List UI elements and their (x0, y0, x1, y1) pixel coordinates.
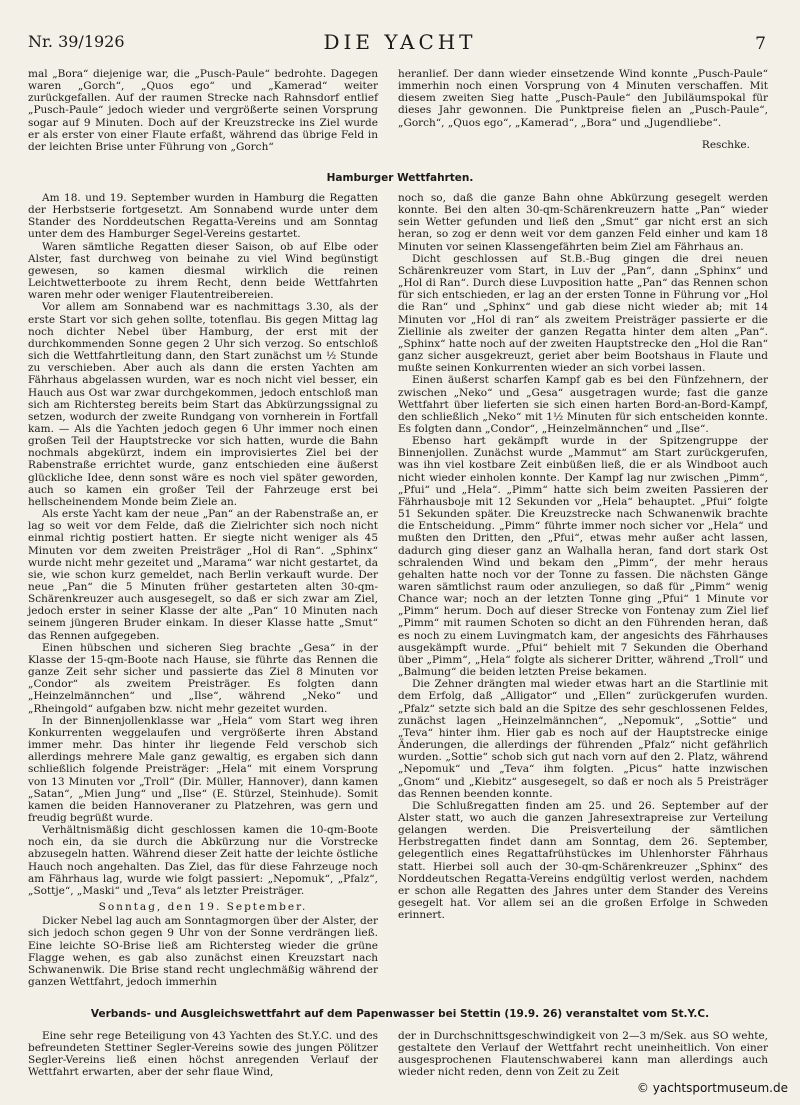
paragraph: heranlief. Der dann wieder einsetzende Wind konnte „Pusch-Paule“ immerhin noch einen Vorsprung von 4 Minuten verschaffen. Mit diesem zweiten Sieg hatte „Pusch-Paule“ den Jubiläumspokal für dieses Jahr gewonnen. Die Punktpreise fielen an „Pusch-Paule“, „Gorch“, „Quos ego“, „Kamerad“, „Bora“ und „Jugendliebe“. (398, 68, 768, 129)
hamburg-right-column (398, 192, 768, 921)
magazine-title: DIE YACHT (323, 30, 477, 54)
paragraph: Die Zehner drängten mal wieder etwas hart an die Startlinie mit dem Erfolg, daß „Alligator“ und „Ellen“ zurückgerufen wurden. „Pfalz“ setzte sich bald an die Spitze des sehr geschlossenen Feldes, zunächst lagen „Heinzelmännchen“, „Nepomuk“, „Sottie“ und „Teva“ hinter ihm. Hier gab es noch auf der Hauptstrecke einige Änderungen, die allerdings der führenden „Pfalz“ nicht gefährlich wurden. „Sottie“ schob sich gut nach vorn auf den 2. Platz, während „Nepomuk“ und „Teva“ ihm folgten. „Picus“ hatte inzwischen „Gnom“ und „Kiebitz“ ausgesegelt, so daß er noch als 5 Preisträger das Rennen beenden konnte. (398, 678, 768, 800)
paragraph: Einen äußerst scharfen Kampf gab es bei den Fünfzehnern, der zwischen „Neko“ und „Gesa“ ausgetragen wurde; fast die ganze Wettfahrt über lieferten sie sich einen harten Bord-an-Bord-Kampf, den schließlich „Neko“ mit 1½ Minuten für sich entscheiden konnte. Es folgten dann „Condor“, „Heinzelmännchen“ und „Ilse“. (398, 374, 768, 435)
sunday-subheading: Sonntag, den 19. September. (98, 901, 308, 914)
paragraph: Ebenso hart gekämpft wurde in der Spitzengruppe der Binnenjollen. Zunächst wurde „Mammut“ am Start zurückgerufen, was ihn viel kostbare Zeit einbüßen ließ, die er als Windboot auch nicht wieder einholen konnte. Der Kampf lag nur zwischen „Pimm“, „Pfui“ und „Hela“. „Pimm“ hatte sich beim zweiten Passieren der Fährhausboje mit 12 Sekunden vor „Hela“ behauptet. „Pfui“ folgte 51 Sekunden später. Die Kreuzstrecke nach Schwanenwik brachte die Entscheidung. „Pimm“ führte immer noch sicher vor „Hela“ und mußten den Dritten, den „Pfui“, etwas mehr außer acht lassen, dadurch ging dieser ganz an Walhalla heran, fand dort stark Ost schralenden Wind und bekam den „Pimm“, der mehr heraus gehalten hatte noch vor der Tonne zu fassen. Die nächsten Gänge waren sämtlichst raum oder anzuliegen, so daß für „Pimm“ wenig Chance war; noch an der letzten Tonne ging „Pfui“ 1 Minute vor „Pimm“ herum. Doch auf dieser Strecke von Fontenay zum Ziel lief „Pimm“ mit raumen Schoten so dicht an den Führenden heran, daß es noch zu einem Luvingmatch kam, der angesichts des Fährhauses ausgekämpft wurde. „Pfui“ behielt mit 7 Sekunden die Oberhand über „Pimm“, „Hela“ folgte als sicherer Dritter, während „Troll“ und „Balmung“ die beiden letzten Preise bekamen. (398, 435, 768, 679)
issue-number: Nr. 39/1926 (28, 32, 125, 51)
paragraph: Eine sehr rege Beteiligung von 43 Yachten des St.Y.C. und des befreundeten Stettiner Segler-Vereins sowie des jungen Pölitzer Segler-Vereins ließ einen höchst anregenden Verlauf der Wettfahrt erwarten, aber der sehr flaue Wind, (28, 1030, 378, 1079)
paragraph: Als erste Yacht kam der neue „Pan“ an der Rabenstraße an, er lag so weit vor dem Felde, daß die Zielrichter sich noch nicht einmal richtig postiert hatten. Er siegte nicht weniger als 45 Minuten vor dem zweiten Preisträger „Hol di Ran“. „Sphinx“ wurde nicht mehr gezeitet und „Marama“ war nicht gestartet, da sie, wie schon kurz gemeldet, nach Berlin verkauft wurde. Der neue „Pan“ die 5 Minuten früher gestarteten alten 30-qm-Schärenkreuzer auch ausgesegelt, so daß er sich zwar am Ziel, jedoch erster in seiner Klasse der alte „Pan“ 10 Minuten nach seinem jüngeren Bruder einkam. In dieser Klasse hatte „Smut“ das Rennen aufgegeben. (28, 508, 378, 642)
paragraph: Einen hübschen und sicheren Sieg brachte „Gesa“ in der Klasse der 15-qm-Boote nach Hause, sie führte das Rennen die ganze Zeit sehr sicher und passierte das Ziel 8 Minuten vor „Condor“ als zweitem Preisträger. Es folgten dann „Heinzelmännchen“ und „Ilse“, während „Neko“ und „Rheingold“ aufgaben bzw. nicht mehr gezeitet wurden. (28, 641, 378, 715)
top-left-column (28, 68, 378, 153)
paragraph: Vor allem am Sonnabend war es nachmittags 3.30, als der erste Start vor sich gehen sollte, totenflau. Bis gegen Mittag lag noch dichter Nebel über Hamburg, der erst mit der durchkommenden Sonne gegen 2 Uhr sich verzog. So entschloß sich die Wettfahrtleitung dann, den Start zunächst um ½ Stunde zu verschieben. Aber auch als dann die ersten Yachten am Fährhaus abgelassen wurden, war es noch nicht viel besser, ein Hauch aus Ost war zwar durchgekommen, jedoch entschloß man sich am Richtersteg bereits beim Start das Abkürzungssignal zu setzen, wodurch der zweite Rundgang von vornherein in Fortfall kam. — Als die Yachten jedoch gegen 6 Uhr immer noch einen großen Teil der Hauptstrecke vor sich hatten, wurde die Bahn nochmals abgekürzt, indem ein improvisiertes Ziel bei der Rabenstraße errichtet wurde, ganz entschieden eine äußerst glückliche Idee, denn sonst wäre es noch viel später geworden, auch so kamen ein großer Teil der Fahrzeuge erst bei hellscheinendem Monde beim Ziele an. (28, 301, 378, 508)
page-header (28, 30, 772, 58)
stettin-left-column (28, 1030, 378, 1079)
paragraph: der in Durchschnittsgeschwindigkeit von 2—3 m/Sek. aus SO wehte, gestaltete den Verlauf der Wettfahrt recht uneinheitlich. Von einer ausgesprochenen Flautenschwaberei kann man allerdings auch wieder nicht reden, denn von Zeit zu Zeit (398, 1030, 768, 1079)
stettin-heading: Verbands- und Ausgleichswettfahrt auf dem Papenwasser bei Stettin (19.9. 26) veranstaltet vom St.Y.C. (90, 1008, 710, 1020)
paragraph: Verhältnismäßig dicht geschlossen kamen die 10-qm-Boote noch ein, da sie durch die Abkürzung nur die Vorstrecke abzusegeln hatten. Während dieser Zeit hatte der leichte östliche Hauch noch angehalten. Das Ziel, das für diese Fahrzeuge noch am Fährhaus lag, wurde wie folgt passiert: „Nepomuk“, „Pfalz“, „Sottje“, „Maski“ und „Teva“ als letzter Preisträger. (28, 824, 378, 897)
page-number: 7 (755, 34, 766, 54)
paragraph: Waren sämtliche Regatten dieser Saison, ob auf Elbe oder Alster, fast durchweg von beinahe zu viel Wind begünstigt gewesen, so kamen diesmal wirklich die reinen Leichtwetterboote zu ihrem Recht, denn beide Wettfahrten waren mehr oder weniger Flautentreibereien. (28, 240, 378, 302)
hamburg-left-column (28, 192, 378, 988)
paragraph: In der Binnenjollenklasse war „Hela“ vom Start weg ihren Konkurrenten weggelaufen und vergrößerte ihren Abstand immer mehr. Das hinter ihr liegende Feld verschob sich allerdings mehrere Male ganz gewaltig, es ergaben sich dann schließlich folgende Preisträger: „Hela“ mit einem Vorsprung von 13 Minuten vor „Troll“ (Dir. Müller, Hannover), dann kamen „Satan“, „Mien Jung“ und „Ilse“ (E. Stürzel, Steinhude). Somit kamen die beiden Hannoveraner zu Platzehren, was gern und freudig begrüßt wurde. (28, 714, 378, 824)
paragraph: Dicht geschlossen auf St.B.-Bug gingen die drei neuen Schärenkreuzer vom Start, in Luv der „Pan“, dann „Sphinx“ und „Hol di Ran“. Durch diese Luvposition hatte „Pan“ das Rennen schon für sich entschieden, er lag an der ersten Tonne in Führung vor „Hol die Ran“ und „Sphinx“ und gab diese nicht wieder ab; mit 14 Minuten vor „Hol di ran“ als zweitem Preisträger passierte er die Ziellinie als zweiter der ganzen Regatta hinter dem alten „Pan“. „Sphinx“ hatte noch auf der zweiten Hauptstrecke den „Hol die Ran“ ganz sicher ausgekreuzt, geriet aber beim Bootshaus in Flaute und mußte seinen Konkurrenten wieder an sich vorbei lassen. (398, 252, 768, 375)
paragraph: noch so, daß die ganze Bahn ohne Abkürzung gesegelt werden konnte. Bei den alten 30-qm-Schärenkreuzern hatte „Pan“ wieder sein Wetter gefunden und ließ den „Smut“ gar nicht erst an sich heran, so zog er denn weit vor dem ganzen Feld einher und kam 18 Minuten vor seinen Klassengefährten beim Ziel am Fährhaus an. (398, 192, 768, 253)
paragraph: Dicker Nebel lag auch am Sonntagmorgen über der Alster, der sich jedoch schon gegen 9 Uhr von der Sonne verdrängen ließ. Eine leichte SO-Brise ließ am Richtersteg wieder die grüne Flagge wehen, es gab also zunächst einen Kreuzstart nach Schwanenwik. Die Brise stand recht unglechmäßig während der ganzen Wettfahrt, jedoch immerhin (28, 915, 378, 988)
top-right-column (398, 68, 768, 151)
watermark: © yachtsportmuseum.de (636, 1081, 788, 1095)
hamburg-heading: Hamburger Wettfahrten. (326, 172, 474, 184)
paragraph: Die Schlußregatten finden am 25. und 26. September auf der Alster statt, wo auch die ganzen Jahresextrapreise zur Verteilung gelangen werden. Die Preisverteilung der sämtlichen Herbstregatten findet dann am Sonntag, dem 26. September, gelegentlich eines Regattafrühstückes im Uhlenhorster Fährhaus statt. Hierbei soll auch der 30-qm-Schärenkreuzer „Sphinx“ des Norddeutschen Regatta-Vereins endgültig verlost werden, nachdem er schon alle Regatten des Jahres unter dem Stander des Vereins gesegelt hat. Vor allem sei an die großen Erfolge in Schweden erinnert. (398, 799, 768, 922)
author-signature: Reschke. (701, 138, 750, 151)
stettin-right-column (398, 1030, 768, 1079)
paragraph: Am 18. und 19. September wurden in Hamburg die Regatten der Herbstserie fortgesetzt. Am Sonnabend wurde unter dem Stander des Norddeutschen Regatta-Vereins und am Sonntag unter dem des Hamburger Segel-Vereins gestartet. (28, 192, 378, 241)
paragraph: mal „Bora“ diejenige war, die „Pusch-Paule“ bedrohte. Dagegen waren „Gorch“, „Quos ego“ und „Kamerad“ weiter zurückgefallen. Auf der raumen Strecke nach Rahnsdorf entlief „Pusch-Paule“ jedoch wieder und vergrößerte seinen Vorsprung sogar auf 9 Minuten. Doch auf der Kreuzstrecke ins Ziel wurde er als erster von einer Flaute erfaßt, während das übrige Feld in der leichten Brise unter Führung von „Gorch“ (28, 68, 378, 153)
